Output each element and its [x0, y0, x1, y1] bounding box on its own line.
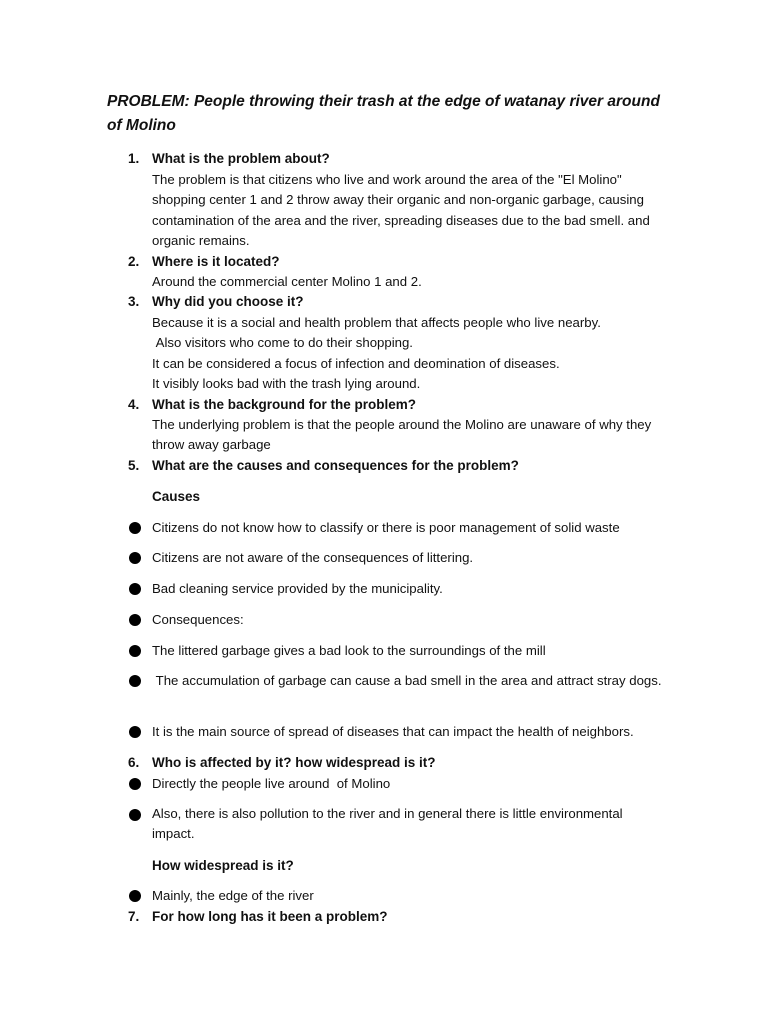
causes-heading: Causes	[152, 489, 201, 504]
consequence-item: The accumulation of garbage can cause a bad smell in the area and attract stray dogs.	[152, 673, 662, 688]
consequence-item: It is the main source of spread of diseases that can impact the health of neighbors.	[152, 724, 634, 739]
bullet-icon	[129, 522, 141, 534]
cause-item: Citizens are not aware of the consequences of littering.	[152, 550, 474, 565]
consequence-item: The littered garbage gives a bad look to the surroundings of the mill	[152, 643, 546, 658]
question-2: Where is it located?	[152, 254, 280, 269]
answer-2: Around the commercial center Molino 1 and 2.	[152, 274, 422, 289]
bullet-icon	[129, 645, 141, 657]
bullet-icon	[129, 552, 141, 564]
question-4: What is the background for the problem?	[152, 397, 417, 412]
item-number-2: 2.	[128, 254, 140, 269]
bullet-icon	[129, 675, 141, 687]
question-3: Why did you choose it?	[152, 294, 304, 309]
bullet-icon	[129, 614, 141, 626]
item-number-4: 4.	[128, 397, 140, 412]
answer-3-line-1: Because it is a social and health problem that affects people who live nearby.	[152, 315, 601, 330]
bullet-icon	[129, 778, 141, 790]
answer-3-line-3: It can be considered a focus of infection and deomination of diseases.	[152, 356, 560, 371]
cause-item: Bad cleaning service provided by the municipality.	[152, 581, 443, 596]
answer-4: The underlying problem is that the people around the Molino are unaware of why they throw away garbage	[152, 417, 655, 453]
question-1: What is the problem about?	[152, 151, 330, 166]
answer-3-line-4: It visibly looks bad with the trash lying around.	[152, 376, 421, 391]
answer-3-line-2: Also visitors who come to do their shopping.	[152, 335, 413, 350]
widespread-item: Mainly, the edge of the river	[152, 888, 314, 903]
affected-item: Directly the people live around of Molino	[152, 776, 391, 791]
question-5: What are the causes and consequences for the problem?	[152, 458, 519, 473]
item-number-5: 5.	[128, 458, 140, 473]
widespread-heading: How widespread is it?	[152, 858, 294, 873]
item-number-1: 1.	[128, 151, 140, 166]
consequences-label: Consequences:	[152, 612, 244, 627]
bullet-icon	[129, 890, 141, 902]
question-6: Who is affected by it? how widespread is it?	[152, 755, 436, 770]
answer-1: The problem is that citizens who live and work around the area of the "El Molino" shopping center 1 and 2 throw away their organic and non-organic garbage, causing contamination of the area and the river, spreading diseases due to the bad smell. and organic remains.	[152, 172, 654, 248]
document-title: PROBLEM: People throwing their trash at the edge of watanay river around of Molino	[107, 93, 660, 134]
bullet-icon	[129, 809, 141, 821]
item-number-6: 6.	[128, 755, 140, 770]
cause-item: Citizens do not know how to classify or there is poor management of solid waste	[152, 520, 620, 535]
item-number-3: 3.	[128, 294, 140, 309]
affected-item: Also, there is also pollution to the river and in general there is little environmental impact.	[152, 806, 627, 842]
bullet-icon	[129, 583, 141, 595]
item-number-7: 7.	[128, 909, 140, 924]
question-7: For how long has it been a problem?	[152, 909, 388, 924]
bullet-icon	[129, 726, 141, 738]
